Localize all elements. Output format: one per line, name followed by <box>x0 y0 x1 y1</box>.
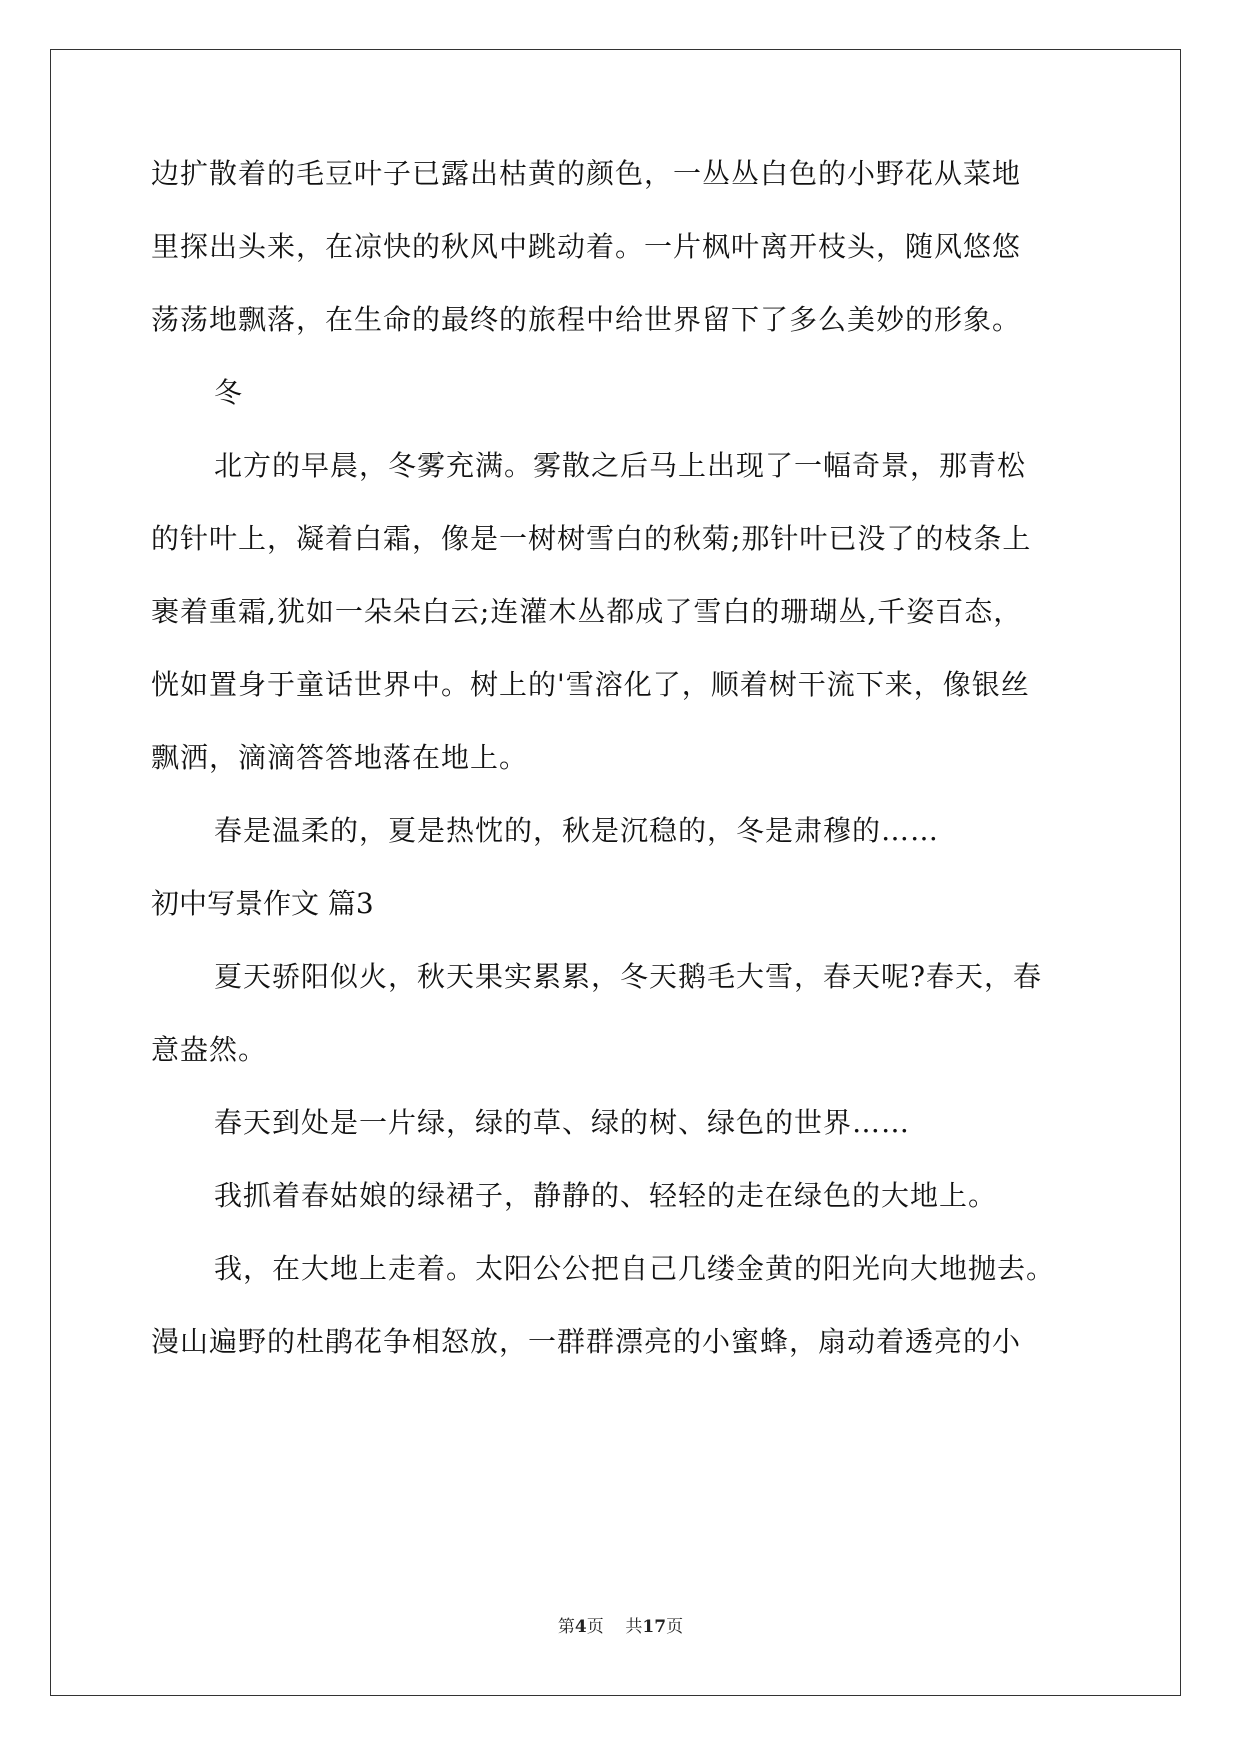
page-footer <box>0 1612 1241 1637</box>
footer-middle: 页 共 <box>586 1617 643 1637</box>
paragraph-line: 我，在大地上走着。太阳公公把自己几缕金黄的阳光向大地抛去。 <box>214 1252 1056 1285</box>
current-page-number: 4 <box>574 1617 587 1637</box>
paragraph-line: 我抓着春姑娘的绿裙子，静静的、轻轻的走在绿色的大地上。 <box>214 1179 998 1212</box>
footer-prefix: 第 <box>557 1617 575 1637</box>
paragraph-line: 漫山遍野的杜鹃花争相怒放，一群群漂亮的小蜜蜂，扇动着透亮的小 <box>151 1325 1022 1358</box>
footer-suffix: 页 <box>666 1617 684 1637</box>
section-heading-winter: 冬 <box>214 376 244 409</box>
paragraph-line: 春是温柔的，夏是热忱的，秋是沉稳的，冬是肃穆的…… <box>214 814 940 847</box>
paragraph-line: 春天到处是一片绿，绿的草、绿的树、绿色的世界…… <box>214 1106 911 1139</box>
paragraph-line: 裹着重霜,犹如一朵朵白云;连灌木丛都成了雪白的珊瑚丛,千姿百态， <box>151 595 1023 628</box>
paragraph-line: 里探出头来，在凉快的秋风中跳动着。一片枫叶离开枝头，随风悠悠 <box>151 230 1022 263</box>
paragraph-line: 夏天骄阳似火，秋天果实累累，冬天鹅毛大雪，春天呢?春天，春 <box>214 960 1043 993</box>
paragraph-line: 边扩散着的毛豆叶子已露出枯黄的颜色，一丛丛白色的小野花从菜地 <box>151 157 1022 190</box>
page-border <box>50 49 1181 1696</box>
total-page-number: 17 <box>642 1617 667 1637</box>
paragraph-line: 的针叶上，凝着白霜，像是一树树雪白的秋菊;那针叶已没了的枝条上 <box>151 522 1032 555</box>
paragraph-line: 北方的早晨，冬雾充满。雾散之后马上出现了一幅奇景，那青松 <box>214 449 1027 482</box>
paragraph-line: 荡荡地飘落，在生命的最终的旅程中给世界留下了多么美妙的形象。 <box>151 303 1022 336</box>
paragraph-line: 意盎然。 <box>151 1033 268 1066</box>
paragraph-line: 飘洒，滴滴答答地落在地上。 <box>151 741 529 774</box>
paragraph-line: 恍如置身于童话世界中。树上的'雪溶化了，顺着树干流下来，像银丝 <box>151 668 1030 701</box>
essay-title: 初中写景作文 篇3 <box>151 887 374 920</box>
